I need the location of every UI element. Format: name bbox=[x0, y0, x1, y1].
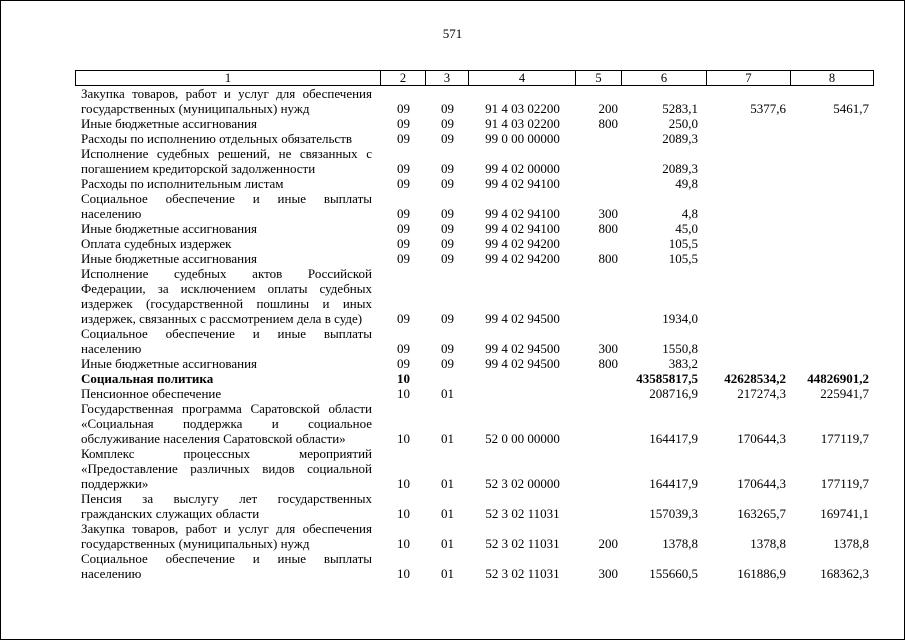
row-name-cell: Исполнение судебных решений, не связанных с погашением кредиторской задолженности bbox=[81, 146, 372, 176]
row-target-code-cell: 99 0 00 00000 bbox=[485, 131, 560, 146]
table-row bbox=[76, 386, 874, 401]
row-target-code-cell: 99 4 02 00000 bbox=[485, 161, 560, 176]
row-target-code-cell: 99 4 02 94500 bbox=[485, 341, 560, 356]
row-target-code-cell: 99 4 02 94500 bbox=[485, 356, 560, 371]
row-amount-year1-cell: 45,0 bbox=[675, 221, 698, 236]
row-name-cell: Иные бюджетные ассигнования bbox=[81, 221, 258, 236]
row-amount-year2-cell: 161886,9 bbox=[737, 566, 786, 581]
budget-table bbox=[75, 70, 874, 581]
table-row bbox=[76, 326, 874, 356]
row-section-cell: 09 bbox=[397, 131, 410, 146]
row-target-code-cell: 99 4 02 94200 bbox=[485, 236, 560, 251]
table-row bbox=[76, 356, 874, 371]
row-section-cell: 09 bbox=[397, 311, 410, 326]
table-row bbox=[76, 371, 874, 386]
row-section-cell: 09 bbox=[397, 221, 410, 236]
row-subsection-cell: 01 bbox=[441, 386, 454, 401]
table-row bbox=[76, 266, 874, 326]
row-amount-year2-cell: 217274,3 bbox=[737, 386, 786, 401]
row-amount-year2-cell: 42628534,2 bbox=[724, 371, 786, 386]
table-row bbox=[76, 251, 874, 266]
row-amount-year2-cell: 170644,3 bbox=[737, 431, 786, 446]
row-amount-year1-cell: 2089,3 bbox=[662, 131, 698, 146]
row-amount-year1-cell: 155660,5 bbox=[649, 566, 698, 581]
table-row bbox=[76, 236, 874, 251]
row-expense-type-cell: 800 bbox=[598, 251, 618, 266]
row-amount-year3-cell: 225941,7 bbox=[820, 386, 869, 401]
row-section-cell: 10 bbox=[397, 371, 410, 386]
row-expense-type-cell: 800 bbox=[598, 116, 618, 131]
table-body bbox=[75, 86, 874, 581]
row-subsection-cell: 09 bbox=[441, 236, 454, 251]
row-subsection-cell: 09 bbox=[441, 161, 454, 176]
row-name-cell: Социальное обеспечение и иные выплаты населению bbox=[81, 191, 372, 221]
row-expense-type-cell: 800 bbox=[598, 356, 618, 371]
row-section-cell: 09 bbox=[397, 341, 410, 356]
table-header-cell-6: 6 bbox=[622, 71, 707, 85]
table-header-cell-7: 7 bbox=[707, 71, 791, 85]
row-subsection-cell: 09 bbox=[441, 131, 454, 146]
row-amount-year3-cell: 1378,8 bbox=[833, 536, 869, 551]
table-row bbox=[76, 221, 874, 236]
row-amount-year1-cell: 250,0 bbox=[668, 116, 698, 131]
row-amount-year1-cell: 49,8 bbox=[675, 176, 698, 191]
row-name-cell: Расходы по исполнению отдельных обязательств bbox=[81, 131, 353, 146]
table-header-cell-2: 2 bbox=[381, 71, 426, 85]
row-expense-type-cell: 300 bbox=[598, 206, 618, 221]
row-amount-year1-cell: 164417,9 bbox=[649, 476, 698, 491]
table-row bbox=[76, 191, 874, 221]
page-number: 571 bbox=[442, 26, 463, 41]
table-header-cell-4: 4 bbox=[469, 71, 576, 85]
row-section-cell: 10 bbox=[397, 386, 410, 401]
row-amount-year1-cell: 43585817,5 bbox=[636, 371, 698, 386]
table-row bbox=[76, 86, 874, 116]
row-subsection-cell: 01 bbox=[441, 431, 454, 446]
row-target-code-cell: 52 0 00 00000 bbox=[485, 431, 560, 446]
row-name-cell: Пенсионное обеспечение bbox=[81, 386, 222, 401]
table-row bbox=[76, 491, 874, 521]
row-target-code-cell: 99 4 02 94200 bbox=[485, 251, 560, 266]
row-target-code-cell: 91 4 03 02200 bbox=[485, 101, 560, 116]
table-row bbox=[76, 146, 874, 176]
row-amount-year1-cell: 2089,3 bbox=[662, 161, 698, 176]
row-subsection-cell: 01 bbox=[441, 566, 454, 581]
table-row bbox=[76, 176, 874, 191]
row-target-code-cell: 99 4 02 94100 bbox=[485, 206, 560, 221]
row-expense-type-cell: 200 bbox=[598, 536, 618, 551]
table-header-cell-3: 3 bbox=[426, 71, 469, 85]
row-target-code-cell: 99 4 02 94100 bbox=[485, 176, 560, 191]
row-name-cell: Государственная программа Саратовской области «Социальная поддержка и социальное обслуживание населения Саратовской области» bbox=[81, 401, 372, 446]
row-target-code-cell: 52 3 02 00000 bbox=[485, 476, 560, 491]
row-amount-year1-cell: 1550,8 bbox=[662, 341, 698, 356]
row-name-cell: Социальное обеспечение и иные выплаты населению bbox=[81, 551, 372, 581]
row-amount-year1-cell: 105,5 bbox=[668, 251, 698, 266]
row-subsection-cell: 09 bbox=[441, 341, 454, 356]
row-name-cell: Иные бюджетные ассигнования bbox=[81, 356, 258, 371]
row-amount-year1-cell: 5283,1 bbox=[662, 101, 698, 116]
row-subsection-cell: 09 bbox=[441, 221, 454, 236]
table-row bbox=[76, 116, 874, 131]
row-name-cell: Исполнение судебных актов Российской Федерации, за исключением оплаты судебных издержек (государственной пошлины и иных издержек, связанных с рассмотрением дела в суде) bbox=[81, 266, 372, 326]
row-section-cell: 09 bbox=[397, 176, 410, 191]
row-target-code-cell: 52 3 02 11031 bbox=[485, 536, 560, 551]
row-subsection-cell: 09 bbox=[441, 251, 454, 266]
row-amount-year2-cell: 163265,7 bbox=[737, 506, 786, 521]
row-subsection-cell: 09 bbox=[441, 356, 454, 371]
row-amount-year3-cell: 44826901,2 bbox=[807, 371, 869, 386]
row-subsection-cell: 09 bbox=[441, 101, 454, 116]
row-amount-year1-cell: 4,8 bbox=[681, 206, 698, 221]
table-header-cell-1: 1 bbox=[76, 71, 381, 85]
row-section-cell: 09 bbox=[397, 161, 410, 176]
row-section-cell: 10 bbox=[397, 506, 410, 521]
row-subsection-cell: 01 bbox=[441, 506, 454, 521]
row-name-cell: Иные бюджетные ассигнования bbox=[81, 251, 258, 266]
row-name-cell: Пенсия за выслугу лет государственных гражданских служащих области bbox=[81, 491, 372, 521]
row-amount-year3-cell: 177119,7 bbox=[820, 476, 869, 491]
row-section-cell: 09 bbox=[397, 101, 410, 116]
row-subsection-cell: 09 bbox=[441, 176, 454, 191]
table-row bbox=[76, 521, 874, 551]
row-expense-type-cell: 300 bbox=[598, 341, 618, 356]
row-name-cell: Комплекс процессных мероприятий «Предоставление различных видов социальной поддержки» bbox=[81, 446, 372, 491]
row-section-cell: 10 bbox=[397, 566, 410, 581]
row-amount-year1-cell: 164417,9 bbox=[649, 431, 698, 446]
row-subsection-cell: 09 bbox=[441, 311, 454, 326]
row-section-cell: 10 bbox=[397, 536, 410, 551]
row-subsection-cell: 01 bbox=[441, 536, 454, 551]
row-section-cell: 09 bbox=[397, 356, 410, 371]
row-amount-year1-cell: 208716,9 bbox=[649, 386, 698, 401]
table-row bbox=[76, 131, 874, 146]
row-name-cell: Расходы по исполнительным листам bbox=[81, 176, 284, 191]
row-amount-year1-cell: 157039,3 bbox=[649, 506, 698, 521]
table-row bbox=[76, 446, 874, 491]
row-amount-year1-cell: 105,5 bbox=[668, 236, 698, 251]
row-amount-year2-cell: 1378,8 bbox=[750, 536, 786, 551]
row-subsection-cell: 01 bbox=[441, 476, 454, 491]
row-section-cell: 09 bbox=[397, 251, 410, 266]
row-name-cell: Оплата судебных издержек bbox=[81, 236, 232, 251]
row-expense-type-cell: 200 bbox=[598, 101, 618, 116]
row-subsection-cell: 09 bbox=[441, 206, 454, 221]
row-amount-year1-cell: 1934,0 bbox=[662, 311, 698, 326]
table-header-cell-8: 8 bbox=[828, 71, 836, 85]
row-amount-year1-cell: 1378,8 bbox=[662, 536, 698, 551]
row-name-cell: Закупка товаров, работ и услуг для обеспечения государственных (муниципальных) нужд bbox=[81, 521, 372, 551]
table-row bbox=[76, 401, 874, 446]
row-name-cell: Социальное обеспечение и иные выплаты населению bbox=[81, 326, 372, 356]
row-target-code-cell: 99 4 02 94500 bbox=[485, 311, 560, 326]
row-name-cell: Закупка товаров, работ и услуг для обеспечения государственных (муниципальных) нужд bbox=[81, 86, 372, 116]
row-section-cell: 10 bbox=[397, 476, 410, 491]
row-section-cell: 10 bbox=[397, 431, 410, 446]
row-amount-year3-cell: 169741,1 bbox=[820, 506, 869, 521]
row-amount-year1-cell: 383,2 bbox=[668, 356, 698, 371]
row-amount-year3-cell: 168362,3 bbox=[820, 566, 869, 581]
row-target-code-cell: 52 3 02 11031 bbox=[485, 566, 560, 581]
row-section-cell: 09 bbox=[397, 116, 410, 131]
row-section-cell: 09 bbox=[397, 206, 410, 221]
row-amount-year3-cell: 177119,7 bbox=[820, 431, 869, 446]
table-header-row bbox=[75, 70, 874, 86]
row-target-code-cell: 99 4 02 94100 bbox=[485, 221, 560, 236]
row-expense-type-cell: 800 bbox=[598, 221, 618, 236]
row-subsection-cell: 09 bbox=[441, 116, 454, 131]
table-row bbox=[76, 551, 874, 581]
row-section-cell: 09 bbox=[397, 236, 410, 251]
row-expense-type-cell: 300 bbox=[598, 566, 618, 581]
row-name-cell: Иные бюджетные ассигнования bbox=[81, 116, 258, 131]
row-amount-year2-cell: 5377,6 bbox=[750, 101, 786, 116]
table-header-cell-5: 5 bbox=[576, 71, 622, 85]
row-target-code-cell: 52 3 02 11031 bbox=[485, 506, 560, 521]
row-amount-year3-cell: 5461,7 bbox=[833, 101, 869, 116]
row-name-cell: Социальная политика bbox=[81, 371, 214, 386]
row-amount-year2-cell: 170644,3 bbox=[737, 476, 786, 491]
row-target-code-cell: 91 4 03 02200 bbox=[485, 116, 560, 131]
